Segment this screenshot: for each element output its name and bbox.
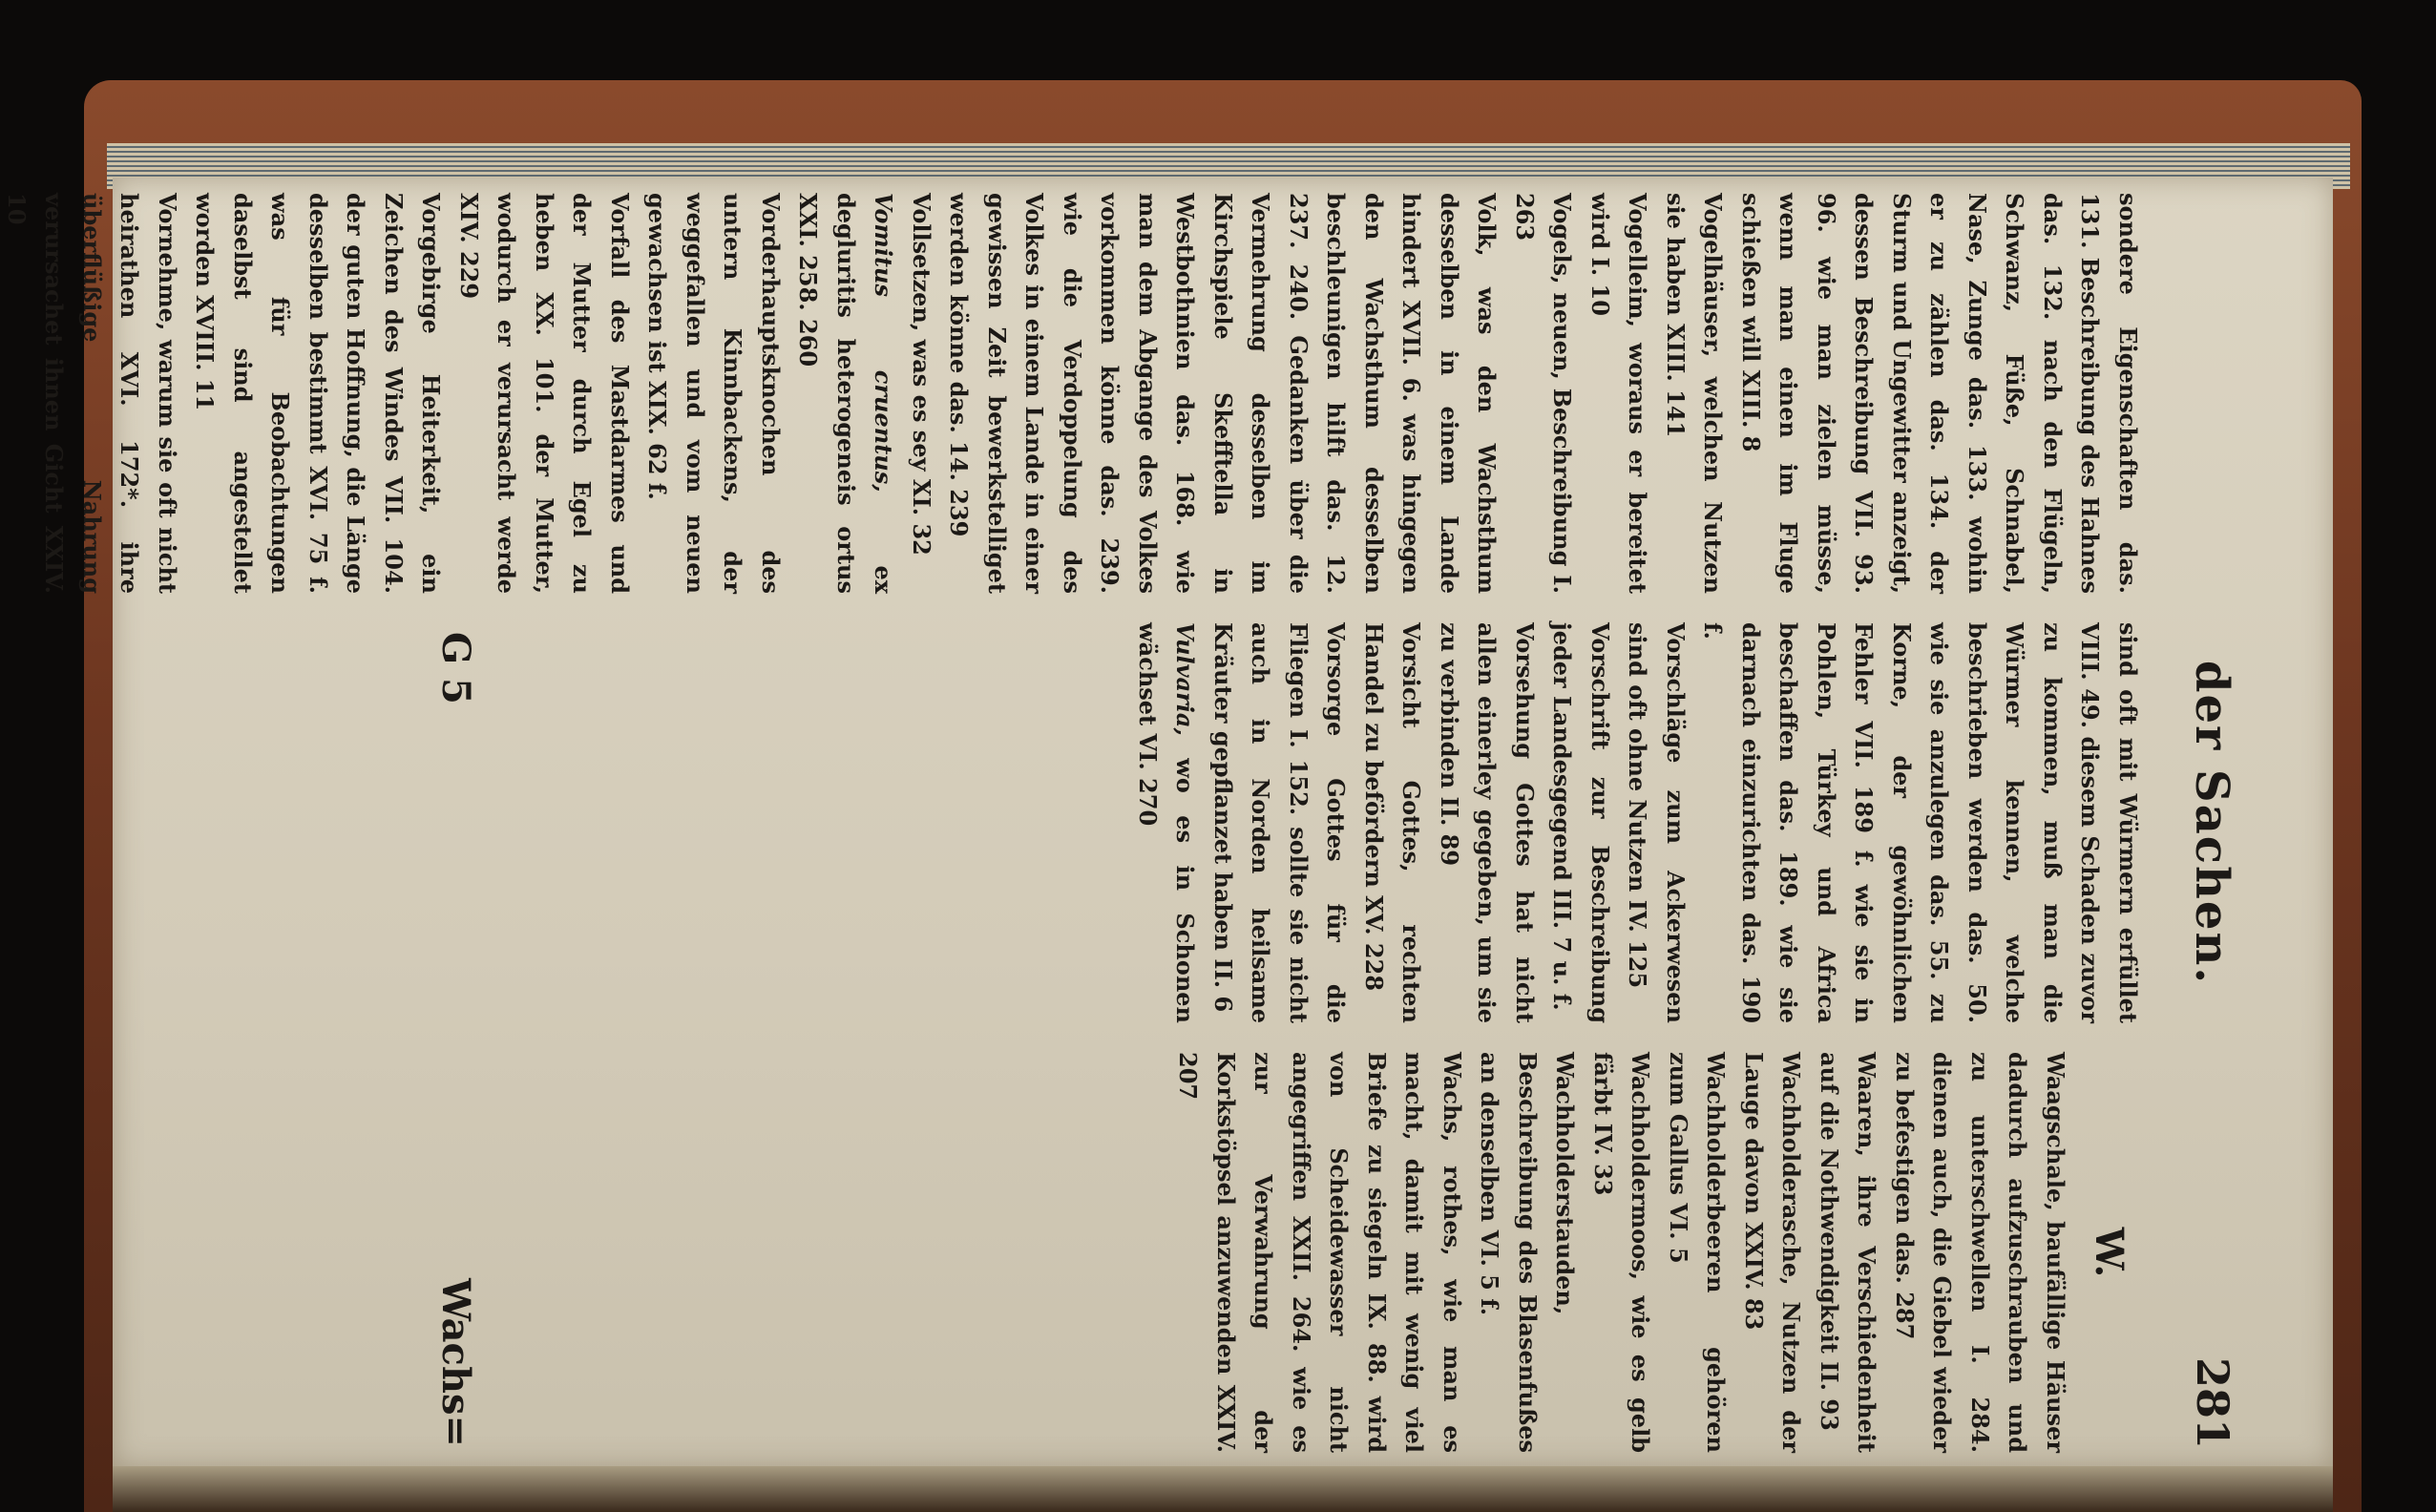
entry-headword: Wachholderstauden,	[1551, 1052, 1580, 1315]
index-entry	[0, 193, 186, 594]
page-number: 281	[2187, 1356, 2238, 1449]
entry-headword: Vorderhauptsknochen	[757, 193, 785, 476]
entry-headword: Wachholdermoos,	[1627, 1052, 1655, 1281]
entry-headword: Vorsicht	[1397, 622, 1426, 728]
index-entry	[451, 193, 640, 594]
catchword: Wachs=	[433, 1278, 478, 1447]
index-column-right	[486, 1052, 2147, 1453]
entry-headword: Waagschale,	[2042, 1052, 2069, 1211]
index-entry	[1506, 193, 1582, 594]
index-entry	[1811, 1052, 1886, 1453]
index-entry	[1732, 193, 2148, 594]
index-entry	[1169, 1052, 1471, 1453]
entry-headword: Wachs,	[1438, 1052, 1466, 1143]
entry-headword: Vulvaria,	[1171, 622, 1200, 736]
entry-text: des Mastdarmes und der Mutter durch Egel zu heben XX. 101. der Mutter, wodurch er verursacht werde XIV. 229	[455, 193, 634, 595]
entry-text: zur Beschreibung jeder Landesgegend III. 7 u. f.	[1548, 622, 1614, 1024]
index-column-left	[3, 193, 2147, 595]
index-entry	[1582, 193, 1657, 594]
index-entry	[1544, 622, 1619, 1023]
signature-mark: G 5	[433, 632, 478, 704]
entry-text: ex degluritis heterogeneis ortus XXI. 258. 260	[794, 193, 898, 595]
index-entry	[1657, 193, 1732, 594]
index-entry	[1694, 622, 2147, 1023]
entry-text: Gottes, rechten Handel zu befördern XV. 228	[1360, 622, 1426, 1024]
index-entry	[1886, 1052, 2075, 1453]
entry-headword: Wachholderbeeren	[1702, 1052, 1731, 1293]
index-entry	[1431, 622, 1544, 1023]
entry-text: sind oft mit Würmern erfüllet VIII. 49. diesem Schaden zuvor zu kommen, muß man die Würmer kennen, welche beschrieben werden das. 50. wie sie anzulegen das. 55. zu Korne, der gewöhnlichen Fehler VII. 189 f. wie sie in Pohlen, Türkey und Africa beschaffen das. 189. wie sie darnach einzurichten das. 190 f.	[1699, 622, 2142, 1023]
entry-headword: Vorsorge	[1322, 622, 1351, 737]
entry-headword: Vogelhäuser,	[1699, 193, 1728, 358]
index-entry	[1471, 1052, 1585, 1453]
printed-page	[3, 183, 2242, 1462]
entry-text: was es sey XI. 32	[908, 339, 935, 556]
index-entry	[639, 193, 789, 594]
index-entry	[1619, 622, 1694, 1023]
entry-text: ihre Verschiedenheit auf die Nothwendigkeit II. 93	[1816, 1052, 1881, 1453]
entry-text: was den Wachsthum desselben in einem Lande hindert XVII. 6. was hingegen den Wachsthum desselben beschleunigen hilft das. 12. 237. 240. Gedanken über die Vermehrung desselben im Kirchspiele Skefftella in Westbothnien das. 168. wie man dem Abgange des Volkes vorkommen könne das. 239. wie die Verdoppelung des Volkes in einem Lande in einer gewissen Zeit bewerkstelliget werden könne das. 14. 239	[945, 193, 1502, 594]
entry-text: neuen, Beschreibung I. 263	[1511, 193, 1577, 594]
entry-headword: Vornehme,	[154, 193, 181, 331]
entry-headword: Vomitus cruentus,	[870, 193, 898, 493]
entry-text: Beschreibung des Blasenfußes an denselben VI. 5 f.	[1476, 1052, 1542, 1453]
entry-text: Heiterkeit, ein Zeichen des Windes VII. 104. der guten Hoffnung, die Länge desselben bestimmt XVI. 75 f. was für Beobachtungen daselbst sind angestellet worden XVIII. 11	[191, 193, 446, 594]
index-entry	[789, 193, 903, 594]
entry-text: woraus er bereitet wird I. 10	[1586, 193, 1652, 594]
entry-headword: Waaren,	[1853, 1052, 1881, 1157]
running-head	[2175, 183, 2242, 1462]
index-entry	[1585, 1052, 1660, 1453]
entry-headword: Vollsetzen,	[908, 193, 935, 332]
page-title: der Sachen.	[2185, 660, 2238, 986]
entry-headword: Volk,	[1473, 193, 1502, 257]
index-entry	[903, 193, 941, 594]
entry-text: warum sie oft nicht heirathen XVI. 172*. ihre überflüßige Nahrung verursachet ihnen Gicht XXIV. 10	[3, 193, 181, 594]
entry-text: sondere Eigenschaften das. 131. Beschreibung des Hahnes das. 132. nach den Flügeln, Schwanz, Füße, Schnabel, Nase, Zunge das. 133. wohin er zu zählen das. 134. der Sturm und Ungewitter anzeigt, dessen Beschreibung VII. 93. 96. wie man zielen müsse, wenn man einen im Fluge schießen will XIII. 8	[1737, 193, 2142, 594]
entry-text: rothes, wie man es macht, damit mit wenig viel Briefe zu siegeln IX. 88. wird von Scheidewasser nicht angegriffen XXII. 264. wie es zur Verwahrung der Korkstöpsel anzuwenden XXIV. 207	[1174, 1052, 1466, 1453]
page-gutter	[113, 1466, 2333, 1512]
index-entry	[1129, 622, 1205, 1023]
index-entry	[1355, 622, 1431, 1023]
entry-headword: Vorfall	[606, 193, 634, 279]
entry-headword: Vorschrift	[1586, 622, 1614, 750]
entry-text: zum Ackerwesen sind oft ohne Nutzen IV. 125	[1624, 622, 1690, 1023]
index-entry	[1735, 1052, 1811, 1453]
index-entry	[1205, 622, 1355, 1023]
entry-headword: Vorgebirge	[417, 193, 446, 334]
entry-text: baufällige Häuser dadurch aufzuschrauben und zu unterschwellen I. 284. dienen auch, die Giebel wieder zu befestigen das. 287	[1891, 1052, 2069, 1453]
index-column-middle	[486, 622, 2147, 1023]
index-entry	[940, 193, 1506, 594]
entry-text: gehören zum Gallus VI. 5	[1665, 1052, 1731, 1453]
entry-headword: Vogelleim,	[1624, 193, 1652, 327]
entry-text: Gottes für die Fliegen I. 152. sollte sie nicht auch in Norden heilsame Kräuter gepflanzet haben II. 6	[1209, 622, 1351, 1023]
entry-text: wo es in Schonen wächset VI. 270	[1134, 622, 1200, 1024]
entry-text: Gottes hat nicht allen einerley gegeben, um sie zu verbinden II. 89	[1436, 622, 1539, 1024]
entry-headword: Vogels,	[1548, 193, 1577, 284]
index-entry	[186, 193, 451, 594]
entry-headword: Wachholderasche,	[1777, 1052, 1806, 1286]
entry-text: des untern Kinnbackens, der weggefallen und vom neuen gewachsen ist XIX. 62 f.	[643, 193, 785, 594]
index-entry	[1660, 1052, 1735, 1453]
entry-text: wie es gelb färbt IV. 33	[1589, 1052, 1655, 1453]
entry-text: welchen Nutzen sie haben XIII. 141	[1662, 193, 1728, 594]
section-letter: W.	[2087, 1227, 2132, 1278]
entry-headword: Vorsehung	[1511, 622, 1539, 759]
entry-headword: Vorschläge	[1662, 622, 1690, 764]
entry-text: Nutzen der Lauge davon XXIV. 83	[1740, 1052, 1806, 1454]
